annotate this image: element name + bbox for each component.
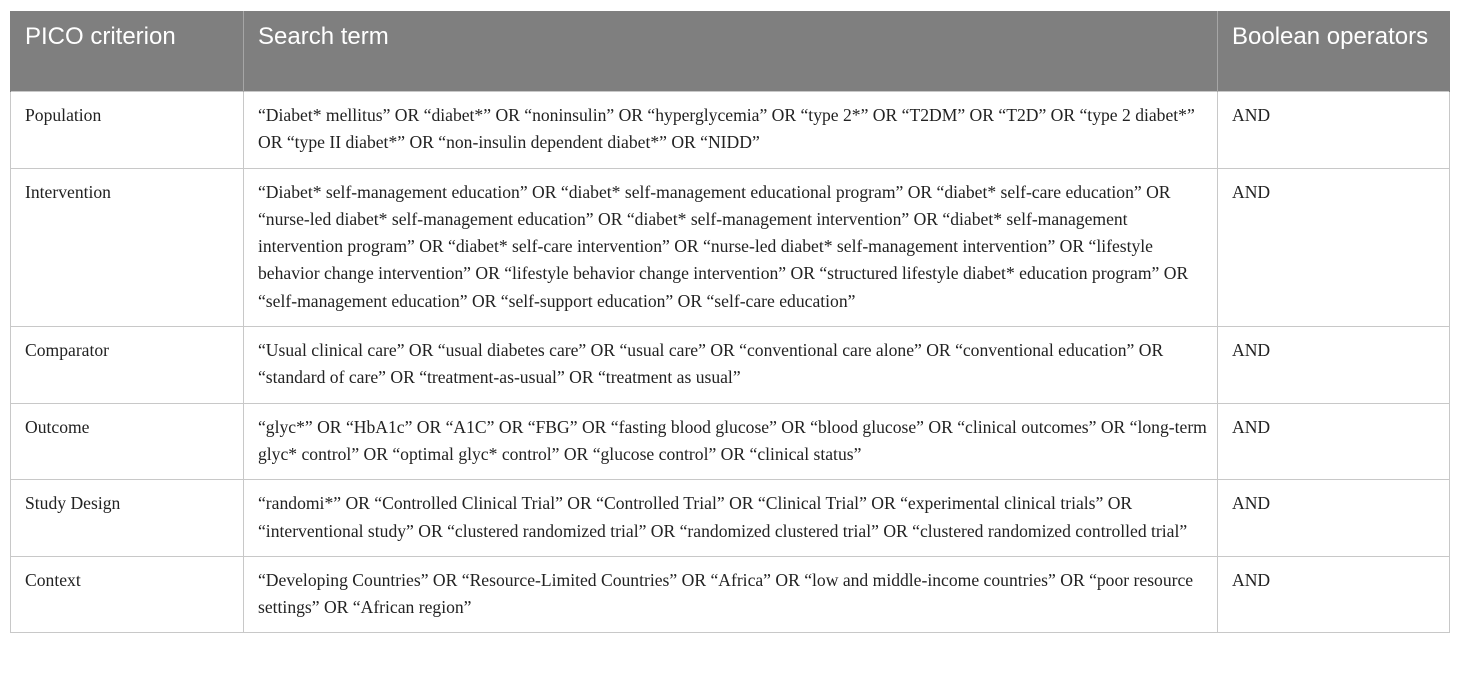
search-term-cell: “glyc*” OR “HbA1c” OR “A1C” OR “FBG” OR “fasting blood glucose” OR “blood glucose” OR “clinical outcomes” OR “long-term glyc* control” OR “optimal glyc* control” OR “glucose control” OR “clinical status”	[244, 403, 1218, 480]
table-row	[11, 168, 1450, 326]
search-term-cell: “Diabet* mellitus” OR “diabet*” OR “noninsulin” OR “hyperglycemia” OR “type 2*” OR “T2DM” OR “T2D” OR “type 2 diabet*” OR “type II diabet*” OR “non-insulin dependent diabet*” OR “NIDD”	[244, 92, 1218, 169]
pico-table-container	[10, 11, 1449, 633]
search-term-cell: “Diabet* self-management education” OR “diabet* self-management educational program” OR “diabet* self-care education” OR “nurse-led diabet* self-management education” OR “diabet* self-management intervention” OR “diabet* self-management intervention program” OR “diabet* self-care intervention” OR “nurse-led diabet* self-management intervention” OR “lifestyle behavior change intervention” OR “lifestyle behavior change intervention” OR “structured lifestyle diabet* education program” OR “self-management education” OR “self-support education” OR “self-care education”	[244, 168, 1218, 326]
table-header	[11, 11, 1450, 92]
table-row	[11, 92, 1450, 169]
operator-cell: AND	[1218, 480, 1450, 557]
operator-cell: AND	[1218, 168, 1450, 326]
criterion-cell: Outcome	[11, 403, 244, 480]
table-row	[11, 556, 1450, 633]
search-term-cell: “Developing Countries” OR “Resource-Limited Countries” OR “Africa” OR “low and middle-income countries” OR “poor resource settings” OR “African region”	[244, 556, 1218, 633]
table-row	[11, 327, 1450, 404]
operator-cell: AND	[1218, 556, 1450, 633]
operator-cell: AND	[1218, 92, 1450, 169]
criterion-cell: Intervention	[11, 168, 244, 326]
header-pico-criterion: PICO criterion	[11, 11, 244, 92]
criterion-cell: Population	[11, 92, 244, 169]
criterion-cell: Comparator	[11, 327, 244, 404]
criterion-cell: Study Design	[11, 480, 244, 557]
header-boolean-operators: Boolean operators	[1218, 11, 1450, 92]
header-search-term: Search term	[244, 11, 1218, 92]
operator-cell: AND	[1218, 403, 1450, 480]
pico-search-table	[10, 11, 1450, 633]
search-term-cell: “Usual clinical care” OR “usual diabetes care” OR “usual care” OR “conventional care alone” OR “conventional education” OR “standard of care” OR “treatment-as-usual” OR “treatment as usual”	[244, 327, 1218, 404]
header-row	[11, 11, 1450, 92]
operator-cell: AND	[1218, 327, 1450, 404]
table-body	[11, 92, 1450, 633]
criterion-cell: Context	[11, 556, 244, 633]
table-row	[11, 480, 1450, 557]
search-term-cell: “randomi*” OR “Controlled Clinical Trial” OR “Controlled Trial” OR “Clinical Trial” OR “experimental clinical trials” OR “interventional study” OR “clustered randomized trial” OR “randomized clustered trial” OR “clustered randomized controlled trial”	[244, 480, 1218, 557]
table-row	[11, 403, 1450, 480]
